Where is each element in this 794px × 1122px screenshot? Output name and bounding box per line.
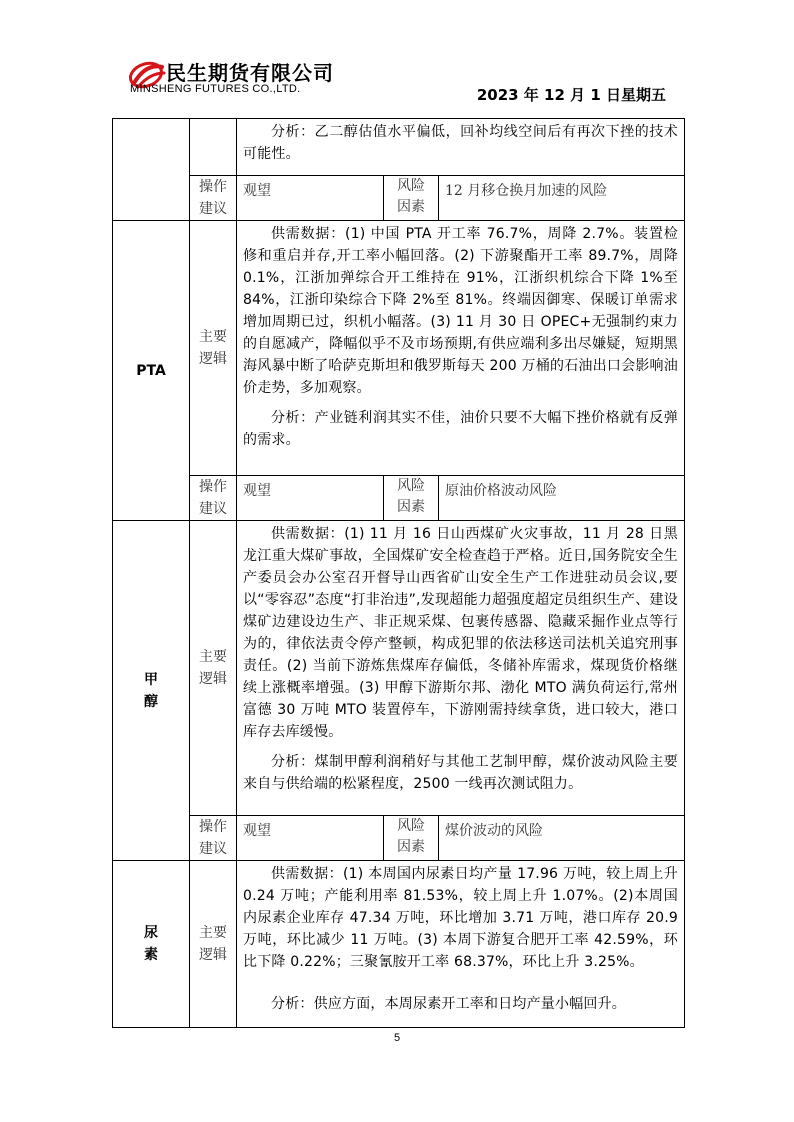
op-risk-cell bbox=[237, 816, 685, 861]
page-number: 5 bbox=[393, 1032, 401, 1044]
product-name-methanol: 甲 醇 bbox=[113, 521, 190, 861]
product-cell-continued bbox=[113, 119, 190, 221]
company-name-en: MINSHENG FUTURES CO.,LTD. bbox=[130, 83, 301, 95]
risk-label: 风险 因素 bbox=[384, 816, 439, 860]
company-name-cn: 民生期货有限公司 bbox=[166, 61, 334, 85]
logic-cell bbox=[237, 521, 685, 816]
op-risk-cell bbox=[237, 176, 685, 221]
analysis-cell bbox=[237, 119, 685, 176]
table-row-pta bbox=[113, 221, 685, 476]
analysis-text: 分析：产业链利润其实不佳，油价只要不大幅下挫价格就有反弹的需求。 bbox=[243, 410, 678, 448]
op-label: 操作 建议 bbox=[190, 816, 237, 861]
risk-value: 12 月移仓换月加速的风险 bbox=[445, 183, 608, 199]
product-name-urea: 尿 素 bbox=[113, 861, 190, 1028]
product-name-pta: PTA bbox=[113, 221, 190, 521]
logic-label: 主要 逻辑 bbox=[190, 521, 237, 816]
analysis-text: 分析：供应方面，本周尿素开工率和日均产量小幅回升。 bbox=[271, 996, 626, 1012]
op-value: 观望 bbox=[237, 816, 384, 860]
supply-text: 供需数据：(1) 本周国内尿素日均产量 17.96 万吨，较上周上升 0.24 万吨；产能利用率 81.53%，较上周上升 1.07%。(2)本周国内尿素企业库存 47.34 万吨，环比增加 3.71 万吨，港口库存 20.9 万吨，环比减少 11 万吨。(3) 本周下游复合肥开工率 42.59%，环比下降 0.22%；三聚氰胺开工率 68.37%，环比上升 3.25%。 bbox=[243, 866, 678, 970]
logic-label: 主要 逻辑 bbox=[190, 861, 237, 1028]
supply-text: 供需数据：(1) 11 月 16 日山西煤矿火灾事故，11 月 28 日黑龙江重大煤矿事故，全国煤矿安全检查趋于严格。近日,国务院安全生产委员会办公室召开督导山西省矿山安全生产工作进驻动员会议,要以“零容忍”态度“打非治违”,发现超能力超强度超定员组织生产、建设煤矿边建设边生产、非正规采煤、包裹传感器、隐藏采掘作业点等行为的，律依法责令停产整顿，构成犯罪的依法移送司法机关追究刑事责任。(2) 当前下游炼焦煤库存偏低，冬储补库需求，煤现货价格继续上涨概率增强。(3) 甲醇下游斯尔邦、渤化 MTO 满负荷运行,常州富德 30 万吨 MTO 装置停车，下游刚需持续拿货，进口较大，港口库存去库缓慢。 bbox=[243, 526, 678, 740]
table-row bbox=[113, 119, 685, 176]
commodity-analysis-table bbox=[112, 118, 685, 1028]
table-row bbox=[113, 816, 685, 861]
risk-value: 原油价格波动风险 bbox=[445, 483, 557, 499]
analysis-text: 分析：乙二醇估值水平偏低，回补均线空间后有再次下挫的技术可能性。 bbox=[243, 124, 678, 162]
table-row-urea bbox=[113, 861, 685, 1028]
op-value: 观望 bbox=[237, 176, 384, 220]
supply-text: 供需数据：(1) 中国 PTA 开工率 76.7%，周降 2.7%。装置检修和重启并存,开工率小幅回落。(2) 下游聚酯开工率 89.7%，周降 0.1%，江浙加弹综合开工维持在 91%，江浙织机综合下降 1%至 84%，江浙印染综合下降 2%至 81%。终端因御寒、保暖订单需求增加周期已过，织机小幅落。(3) 11 月 30 日 OPEC+无强制约束力的自愿减产，降幅似乎不及市场预期,有供应端利多出尽嫌疑，短期黑海风暴中断了哈萨克斯坦和俄罗斯每天 200 万桶的石油出口会影响油价走势，多加观察。 bbox=[243, 226, 678, 396]
label-cell bbox=[190, 119, 237, 176]
logic-label: 主要 逻辑 bbox=[190, 221, 237, 476]
company-logo bbox=[128, 55, 368, 105]
op-risk-cell bbox=[237, 476, 685, 521]
op-value: 观望 bbox=[237, 476, 384, 520]
logic-cell bbox=[237, 221, 685, 476]
op-label: 操作 建议 bbox=[190, 476, 237, 521]
risk-label: 风险 因素 bbox=[384, 176, 439, 220]
logic-cell bbox=[237, 861, 685, 1028]
op-label: 操作 建议 bbox=[190, 176, 237, 221]
report-date: 2023 年 12 月 1 日星期五 bbox=[476, 86, 666, 104]
page-header bbox=[0, 0, 794, 118]
risk-label: 风险 因素 bbox=[384, 476, 439, 520]
table-row bbox=[113, 476, 685, 521]
table-row bbox=[113, 176, 685, 221]
risk-value: 煤价波动的风险 bbox=[445, 823, 543, 839]
table-row-methanol bbox=[113, 521, 685, 816]
analysis-text: 分析：煤制甲醇利润稍好与其他工艺制甲醇，煤价波动风险主要来自与供给端的松紧程度，2500 一线再次测试阻力。 bbox=[243, 754, 678, 792]
